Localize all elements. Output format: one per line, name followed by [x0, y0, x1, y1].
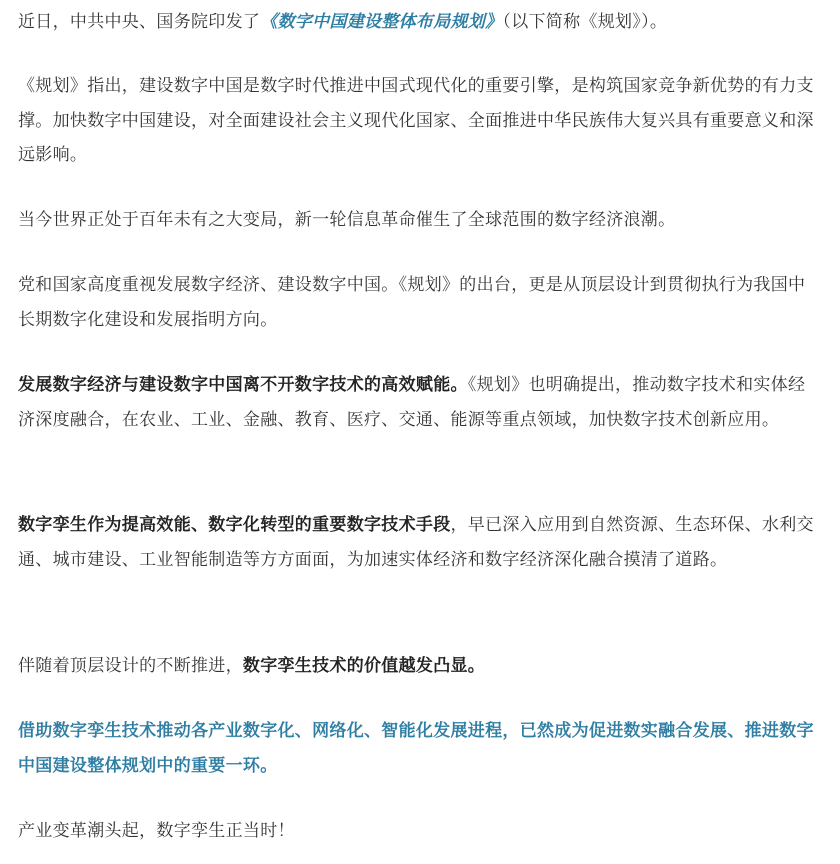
paragraph-closing: 产业变革潮头起，数字孪生正当时！ [18, 821, 295, 841]
paragraph-digital-tech [18, 368, 818, 437]
plan-title-link[interactable]: 《数字中国建设整体布局规划》 [260, 12, 503, 32]
intro-lead-text: 近日，中共中央、国务院印发了 [18, 12, 261, 32]
digital-tech-text: 《规划》也明确提出，推动数字技术和实体经济深度融合，在农业、工业、金融、教育、医疗、交通、能源等重点领域，加快数字技术创新应用。 [18, 375, 806, 430]
intro-tail-text: （以下简称《规划》）。 [502, 12, 668, 32]
value-lead-text: 伴随着顶层设计的不断推进， [18, 656, 243, 676]
paragraph-highlight: 借助数字孪生技术推动各产业数字化、网络化、智能化发展进程，已然成为促进数实融合发展、推进数字中国建设整体规划中的重要一环。 [18, 721, 814, 776]
paragraph-value-emerging [18, 649, 818, 684]
digital-twin-text: ，早已深入应用到自然资源、生态环保、水利交通、城市建设、工业智能制造等方方面面，为加速实体经济和数字经济深化融合摸清了道路。 [18, 515, 814, 570]
digital-twin-bold-lead: 数字孪生作为提高效能、数字化转型的重要数字技术手段 [18, 515, 451, 535]
paragraph-national-priority: 党和国家高度重视发展数字经济、建设数字中国。《规划》的出台，更是从顶层设计到贯彻执行为我国中长期数字化建设和发展指明方向。 [18, 275, 806, 330]
paragraph-intro [18, 5, 818, 40]
paragraph-world-context: 当今世界正处于百年未有之大变局，新一轮信息革命催生了全球范围的数字经济浪潮。 [18, 210, 676, 230]
value-bold-text: 数字孪生技术的价值越发凸显。 [242, 656, 486, 676]
paragraph-digital-twin [18, 508, 818, 577]
paragraph-plan-summary: 《规划》指出，建设数字中国是数字时代推进中国式现代化的重要引擎，是构筑国家竞争新优势的有力支撑。加快数字中国建设，对全面建设社会主义现代化国家、全面推进中华民族伟大复兴具有重要意义和深远影响。 [18, 76, 814, 165]
digital-tech-bold-lead: 发展数字经济与建设数字中国离不开数字技术的高效赋能。 [18, 375, 468, 395]
